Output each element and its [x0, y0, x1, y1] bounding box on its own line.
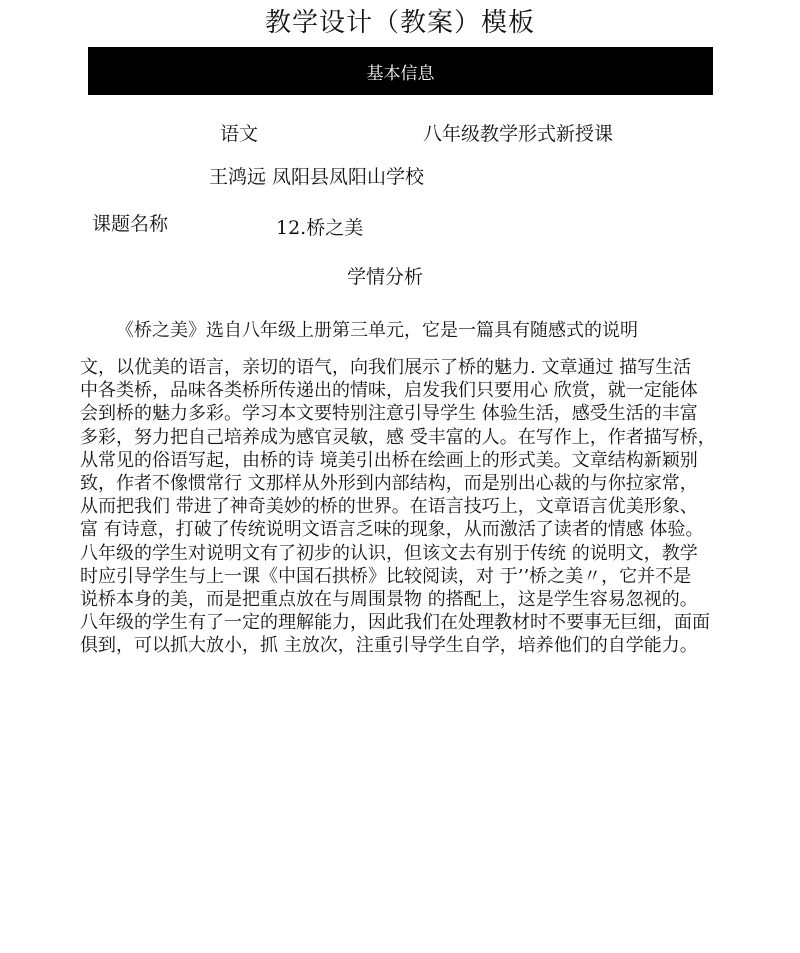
- grade-info-text: 八年级教学形式新授课: [423, 123, 614, 145]
- teacher-school-text: 王鸿远 凤阳县凤阳山学校: [209, 166, 425, 188]
- paragraph-line: 富 有诗意，打破了传统说明文语言乏味的现象，从而激活了读者的情感 体验。: [80, 519, 704, 541]
- paragraph-line: 致，作者不像惯常行 文那样从外形到内部结构，而是别出心裁的与你拉家常，: [80, 473, 698, 495]
- section-heading: 学情分析: [347, 266, 424, 288]
- paragraph-line: 从而把我们 带进了神奇美妙的桥的世界。在语言技巧上，文章语言优美形象、: [80, 496, 698, 518]
- paragraph-line: 时应引导学生与上一课《中国石拱桥》比较阅读，对 于’’桥之美〃，它并不是: [80, 565, 692, 587]
- paragraph-line: 俱到，可以抓大放小，抓 主放次，注重引导学生自学，培养他们的自学能力。: [80, 635, 698, 657]
- paragraph-line: 文，以优美的语言，亲切的语气，向我们展示了桥的魅力. 文章通过 描写生活: [80, 357, 692, 378]
- paragraph-line: 八年级的学生有了一定的理解能力，因此我们在处理教材时不要事无巨细，面面: [80, 612, 710, 634]
- paragraph-line: 说桥本身的美，而是把重点放在与周围景物 的搭配上，这是学生容易忽视的。: [80, 589, 698, 611]
- topic-value: 12.桥之美: [276, 217, 364, 239]
- paragraph-line: 中各类桥，品味各类桥所传递出的情味，启发我们只要用心 欣赏，就一定能体: [80, 380, 698, 402]
- basic-info-banner: [88, 47, 713, 95]
- topic-label: 课题名称: [92, 213, 169, 235]
- paragraph-line: 多彩，努力把自己培养成为感官灵敏，感 受丰富的人。在写作上，作者描写桥，: [80, 426, 716, 448]
- paragraph-line: 八年级的学生对说明文有了初步的认识，但该文去有别于传统 的说明文，教学: [80, 542, 698, 564]
- banner-label: 基本信息: [366, 63, 435, 84]
- document-title: 教学设计（教案）模板: [264, 8, 535, 38]
- subject-text: 语文: [220, 123, 259, 145]
- intro-paragraph: 《桥之美》选自八年级上册第三单元，它是一篇具有随感式的说明: [116, 320, 638, 341]
- paragraph-line: 会到桥的魅力多彩。学习本文要特别注意引导学生 体验生活，感受生活的丰富: [80, 403, 698, 425]
- analysis-paragraph: [80, 356, 730, 658]
- paragraph-line: 从常见的俗语写起，由桥的诗 境美引出桥在绘画上的形式美。文章结构新颖别: [80, 449, 698, 471]
